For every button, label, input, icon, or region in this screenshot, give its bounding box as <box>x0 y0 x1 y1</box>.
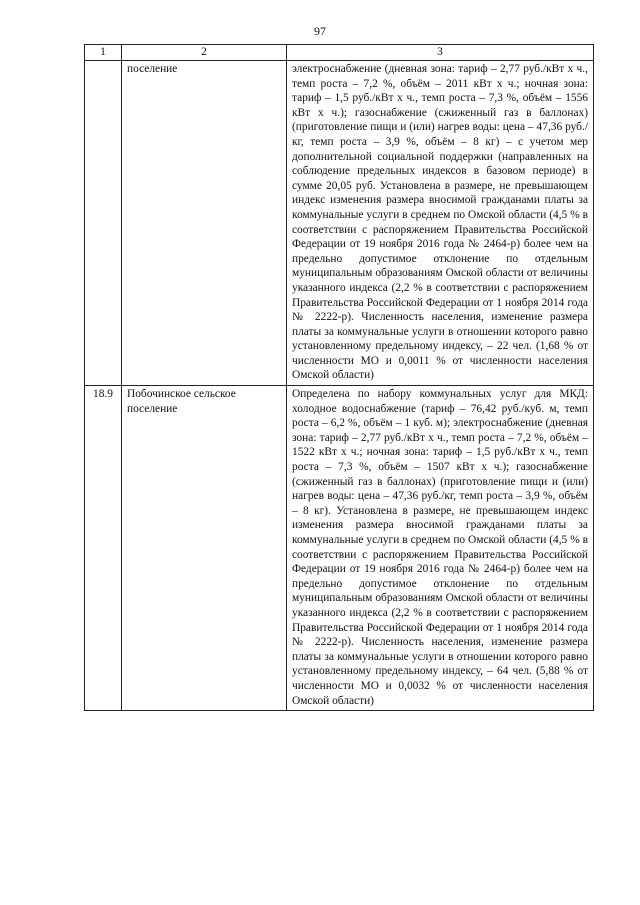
settlement-name: Побочинское сельское поселение <box>122 386 287 711</box>
table-header-row <box>85 45 594 61</box>
document-table <box>84 44 594 711</box>
settlement-name: поселение <box>122 61 287 386</box>
column-header-1: 1 <box>85 45 122 61</box>
row-number: 18.9 <box>85 386 122 711</box>
page-number: 97 <box>314 24 326 38</box>
tariff-description: Определена по набору коммунальных услуг для МКД: холодное водоснабжение (тариф – 76,42 руб./куб. м, темп роста – 6,2 %, объём – 1 куб. м); электроснабжение (дневная зона: тариф – 2,77 руб./кВт х ч., темп роста – 7,2 %, объём – 1522 кВт х ч.; ночная зона: тариф – 1,5 руб./кВт х ч., темп роста – 7,3 %, объём – 1507 кВт х ч.); газоснабжение (сжиженный газ в баллонах) (приготовление пищи и (или) нагрев воды: цена – 47,36 руб./кг, темп роста – 3,9 %, объём – 8 кг). Установлена в размере, не превышающем индекс изменения размера вносимой гражданами платы за коммунальные услуги в среднем по Омской области (4,5 % в соответствии с распоряжением Правительства Российской Федерации от 19 ноября 2016 года № 2464-р) более чем на предельно допустимое отклонение по отдельным муниципальным образованиям Омской области от величины указанного индекса (2,2 % в соответствии с распоряжением Правительства Российской Федерации от 1 ноября 2014 года № 2222-р). Численность населения, изменение размера платы за коммунальные услуги в отношении которого равно установленному предельному индексу, – 64 чел. (5,88 % от численности МО и 0,0032 % от численности населения Омской области) <box>287 386 594 711</box>
table-row <box>85 386 594 711</box>
tariff-description: электроснабжение (дневная зона: тариф – 2,77 руб./кВт х ч., темп роста – 7,2 %, объём – 2011 кВт х ч.; ночная зона: тариф – 1,5 руб./кВт х ч., темп роста – 7,3 %, объём – 1556 кВт х ч.); газоснабжение (сжиженный газ в баллонах) (приготовление пищи и (или) нагрев воды: цена – 47,36 руб./кг, темп роста – 3,9 %, объём – 8 кг) – с учетом мер дополнительной социальной поддержки (направленных на соблюдение предельных индексов в базовом периоде) в сумме 20,05 руб. Установлена в размере, не превышающем индекс изменения размера вносимой гражданами платы за коммунальные услуги в среднем по Омской области (4,5 % в соответствии с распоряжением Правительства Российской Федерации от 19 ноября 2016 года № 2464-р) более чем на предельно допустимое отклонение по отдельным муниципальным образованиям Омской области от величины указанного индекса (2,2 % в соответствии с распоряжением Правительства Российской Федерации от 1 ноября 2014 года № 2222-р). Численность населения, изменение размера платы за коммунальные услуги в отношении которого равно установленному предельному индексу, – 22 чел. (1,68 % от численности МО и 0,0011 % от численности населения Омской области) <box>287 61 594 386</box>
row-number <box>85 61 122 386</box>
table-row <box>85 61 594 386</box>
column-header-3: 3 <box>287 45 594 61</box>
column-header-2: 2 <box>122 45 287 61</box>
